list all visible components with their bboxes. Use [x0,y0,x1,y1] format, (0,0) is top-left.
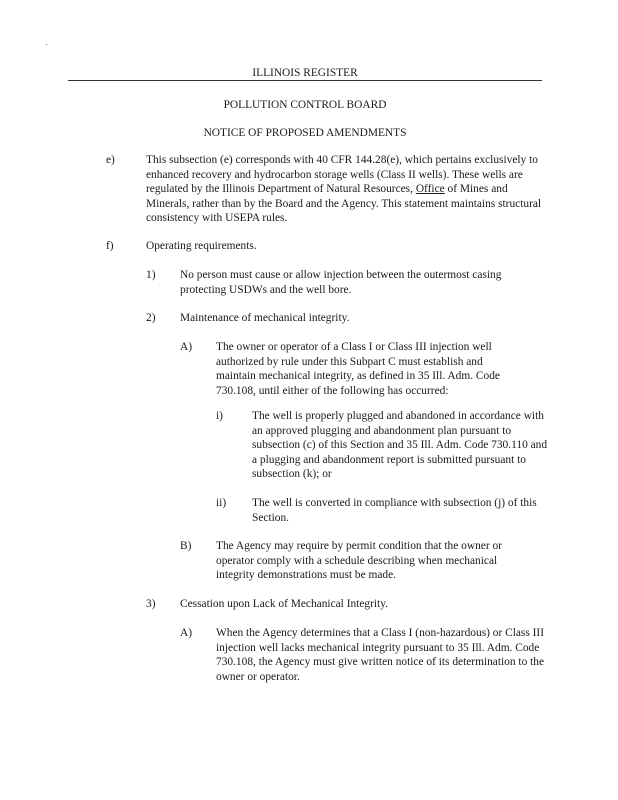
item-1-text: No person must cause or allow injection between the outermost casing protecting USDWs and the well bore. [180,269,502,296]
section-e-text [146,153,548,226]
board-heading: POLLUTION CONTROL BOARD [223,99,387,111]
item-2Ai-label: i) [216,410,223,422]
section-e-text-before: This subsection (e) corresponds with 40 CFR 144.28(e), which pertains exclusively to enhanced recovery and hydrocarbon storage wells (Class II wells). These wells are regulated by the Illinois Department of Natural Resources, [146,154,538,196]
item-3A-text: When the Agency determines that a Class I (non-hazardous) or Class III injection well lacks mechanical integrity pursuant to 35 Ill. Adm. Code 730.108, the Agency must give written notice of its determination to the owner or operator. [216,627,545,683]
item-3-text: Cessation upon Lack of Mechanical Integrity. [180,598,389,610]
item-2B-label: B) [180,540,192,552]
notice-heading: NOTICE OF PROPOSED AMENDMENTS [203,127,407,139]
item-2-text: Maintenance of mechanical integrity. [180,312,350,324]
register-heading: ILLINOIS REGISTER [252,67,358,79]
section-f-title: Operating requirements. [146,240,257,252]
item-2Aii-text: The well is converted in compliance with subsection (j) of this Section. [252,497,537,524]
item-2B-text: The Agency may require by permit condition that the owner or operator comply with a schedule describing when mechanical integrity demonstrations must be made. [216,540,502,582]
item-2Ai-text: The well is properly plugged and abandoned in accordance with an approved plugging and abandonment plan pursuant to subsection (c) of this Section and 35 Ill. Adm. Code 730.110 and a plugging and abandonment report is submitted pursuant to subsection (k); or [252,410,548,481]
item-2A-text: The owner or operator of a Class I or Class III injection well authorized by rule under this Subpart C must establish and maintain mechanical integrity, as defined in 35 Ill. Adm. Code 730.108, until either of the following has occurred: [216,341,500,397]
item-1-label: 1) [146,269,156,281]
item-2A-label: A) [180,341,193,353]
section-e-text-after: of Mines and Minerals, rather than by the Board and the Agency. This statement maintains structural consistency with USEPA rules. [146,183,542,225]
scan-speck [46,44,47,45]
item-3-label: 3) [146,598,156,610]
item-2-label: 2) [146,312,156,324]
header-rule [68,80,542,81]
section-e-office-word: Office [415,183,445,196]
item-2Aii-label: ii) [216,497,227,509]
item-3A-label: A) [180,627,193,639]
section-f-label: f) [106,240,114,252]
section-e-label: e) [106,154,115,166]
